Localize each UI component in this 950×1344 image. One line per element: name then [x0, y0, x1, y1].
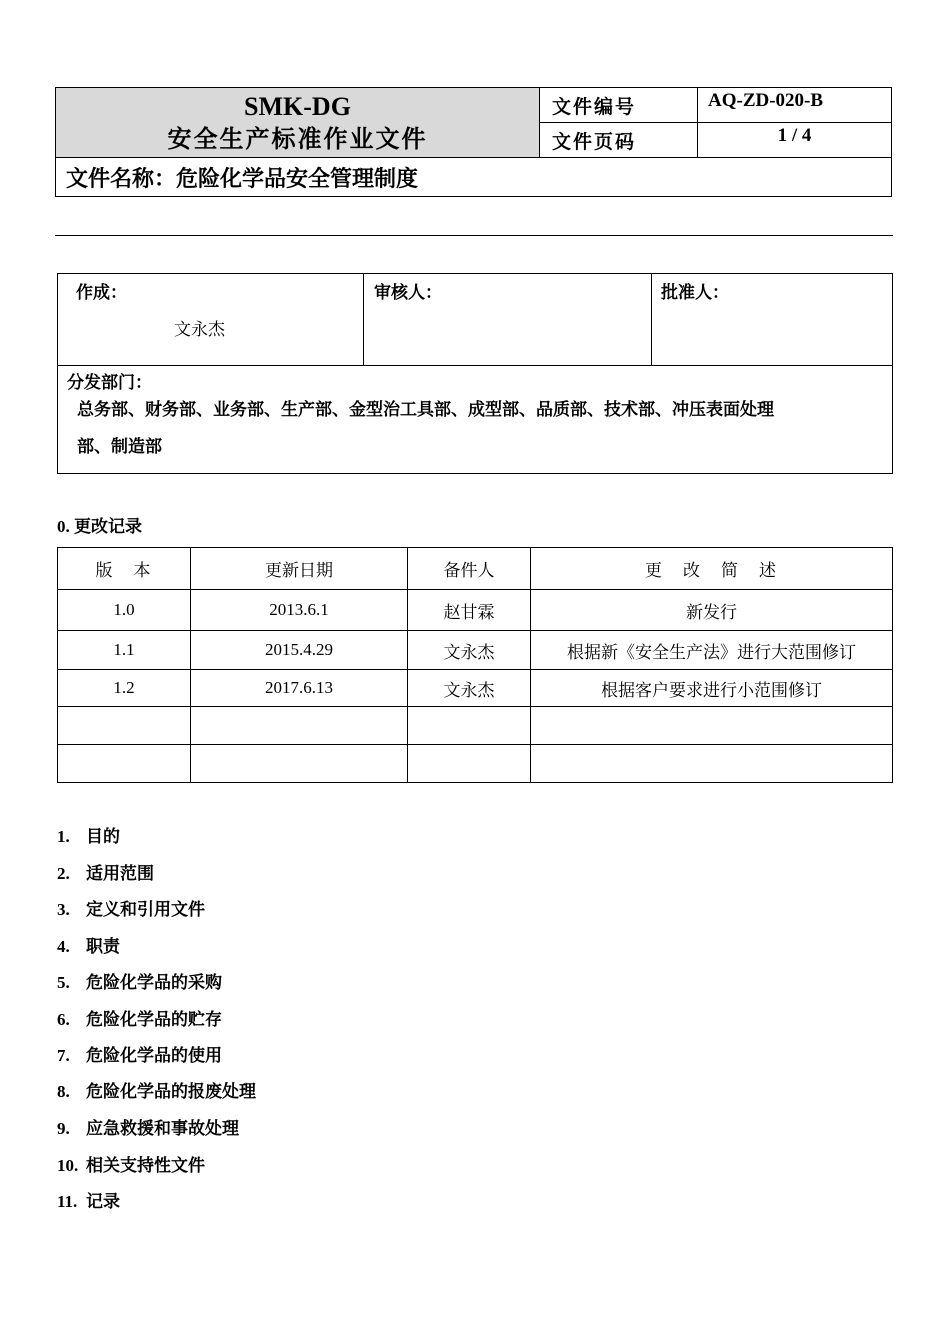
toc-number: 1. [57, 827, 70, 846]
toc-text: 危险化学品的报废处理 [86, 1082, 256, 1101]
toc-item [57, 932, 120, 957]
toc-number: 9. [57, 1119, 70, 1138]
toc-text: 定义和引用文件 [86, 900, 205, 919]
summary-cell: 新发行 [531, 590, 893, 631]
toc-item [57, 822, 120, 847]
version-cell: 1.0 [58, 590, 191, 631]
distribution-line-1: 总务部、财务部、业务部、生产部、金型治工具部、成型部、品质部、技术部、冲压表面处理 [77, 400, 774, 419]
date-cell: 2015.4.29 [191, 631, 408, 670]
toc-text: 目的 [86, 827, 120, 846]
reviewer-cell [364, 274, 652, 366]
toc-number: 3. [57, 900, 70, 919]
toc-text: 应急救援和事故处理 [86, 1119, 239, 1138]
toc-text: 危险化学品的使用 [86, 1046, 222, 1065]
summary-cell: 根据新《安全生产法》进行大范围修订 [531, 631, 893, 670]
toc-item [57, 1114, 239, 1139]
doc-number: AQ-ZD-020-B [698, 88, 892, 123]
document-type: 安全生产标准作业文件 [167, 126, 428, 153]
date-cell: 2013.6.1 [191, 590, 408, 631]
table-row [58, 670, 893, 707]
toc-item [57, 1041, 222, 1066]
person-cell: 文永杰 [408, 670, 531, 707]
distribution-line-2: 部、制造部 [77, 437, 162, 456]
toc-item [57, 1151, 205, 1176]
toc-text: 危险化学品的采购 [86, 973, 222, 992]
toc-item [57, 859, 154, 884]
distribution-cell [58, 366, 893, 474]
change-log-table [57, 547, 893, 783]
toc-number: 7. [57, 1046, 70, 1065]
version-cell: 1.1 [58, 631, 191, 670]
date-cell [191, 745, 408, 783]
author-label: 作成： [76, 283, 127, 302]
page-number-label: 文件页码 [540, 123, 698, 158]
toc-number: 4. [57, 937, 70, 956]
column-header: 更 改 简 述 [531, 548, 893, 590]
doc-number-label: 文件编号 [540, 88, 698, 123]
summary-cell [531, 745, 893, 783]
document-name: 文件名称：危险化学品安全管理制度 [56, 158, 892, 197]
toc-item [57, 1005, 222, 1030]
column-header: 备件人 [408, 548, 531, 590]
date-cell [191, 707, 408, 745]
change-log-header-row [58, 548, 893, 590]
distribution-label: 分发部门： [67, 373, 152, 392]
toc-text: 适用范围 [86, 864, 154, 883]
toc-item [57, 895, 205, 920]
change-log-title: 0. 更改记录 [57, 517, 142, 536]
toc-text: 危险化学品的贮存 [86, 1010, 222, 1029]
toc-item [57, 1187, 120, 1212]
approver-cell [652, 274, 893, 366]
summary-cell [531, 707, 893, 745]
version-cell: 1.2 [58, 670, 191, 707]
toc-number: 10. [57, 1156, 79, 1175]
person-cell [408, 707, 531, 745]
column-header: 版 本 [58, 548, 191, 590]
summary-cell: 根据客户要求进行小范围修订 [531, 670, 893, 707]
toc-number: 11. [57, 1192, 78, 1211]
version-cell [58, 707, 191, 745]
header-divider [55, 235, 893, 236]
toc-number: 6. [57, 1010, 70, 1029]
table-row [58, 590, 893, 631]
toc-text: 相关支持性文件 [86, 1156, 205, 1175]
person-cell [408, 745, 531, 783]
page-number: 1 / 4 [698, 123, 892, 158]
toc-item [57, 968, 222, 993]
version-cell [58, 745, 191, 783]
company-code: SMK-DG [244, 91, 351, 121]
approver-label: 批准人： [661, 283, 729, 302]
toc-number: 5. [57, 973, 70, 992]
reviewer-label: 审核人： [374, 283, 442, 302]
toc-number: 8. [57, 1082, 70, 1101]
table-row [58, 745, 893, 783]
date-cell: 2017.6.13 [191, 670, 408, 707]
author-name: 文永杰 [174, 320, 225, 339]
author-cell [58, 274, 364, 366]
approval-table [57, 273, 893, 474]
header-title-cell [56, 88, 540, 158]
toc-text: 职责 [86, 937, 120, 956]
toc-number: 2. [57, 864, 70, 883]
table-row [58, 707, 893, 745]
toc-item [57, 1077, 256, 1102]
person-cell: 赵甘霖 [408, 590, 531, 631]
toc-text: 记录 [86, 1192, 120, 1211]
document-header [55, 87, 892, 197]
table-row [58, 631, 893, 670]
person-cell: 文永杰 [408, 631, 531, 670]
column-header: 更新日期 [191, 548, 408, 590]
